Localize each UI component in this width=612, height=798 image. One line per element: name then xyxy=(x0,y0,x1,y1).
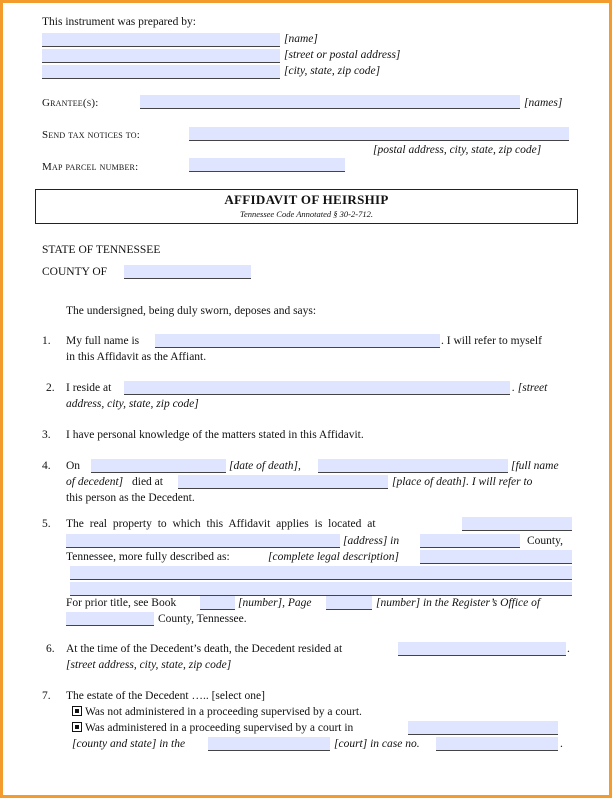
item-4-number: 4. xyxy=(42,460,51,472)
tax-notices-label: Send tax notices to: xyxy=(42,129,140,141)
item-5-reg: [number] in the Register’s Office of xyxy=(376,597,541,609)
item-1-text-b: . I will refer to myself xyxy=(441,335,542,347)
option-not-administered[interactable] xyxy=(72,706,362,718)
property-county-field[interactable] xyxy=(420,534,520,548)
property-location-field[interactable] xyxy=(462,517,572,531)
option-not-administered-label: Was not administered in a proceeding supervised by a court. xyxy=(85,706,362,718)
book-number-field[interactable] xyxy=(200,596,235,610)
item-4-full-hint: [full name xyxy=(511,460,559,472)
item-5-text: The real property to which this Affidavit applies is located at xyxy=(66,518,376,530)
intro-text: The undersigned, being duly sworn, deposes and says: xyxy=(66,305,317,317)
item-5-legal-hint: [complete legal description] xyxy=(268,551,399,563)
item-1-text-c: in this Affidavit as the Affiant. xyxy=(66,351,207,363)
item-5-addr-hint: [address] in xyxy=(343,535,400,547)
item-4-died: died at xyxy=(132,476,163,488)
tax-notices-hint: [postal address, city, state, zip code] xyxy=(373,144,542,156)
county-field[interactable] xyxy=(124,265,251,279)
document-subtitle: Tennessee Code Annotated § 30-2-712. xyxy=(240,209,373,219)
item-3-text: I have personal knowledge of the matters stated in this Affidavit. xyxy=(66,429,364,441)
item-5-tn: Tennessee, more fully described as: xyxy=(66,551,230,563)
page-number-field[interactable] xyxy=(326,596,372,610)
item-4-on: On xyxy=(66,460,81,472)
title-box xyxy=(35,189,578,224)
item-7-text: The estate of the Decedent ….. [select one] xyxy=(66,690,265,702)
case-number-field[interactable] xyxy=(436,737,558,751)
item-7-court-hint: [court] in case no. xyxy=(334,738,420,750)
option-administered-label: Was administered in a proceeding supervised by a court in xyxy=(85,722,354,734)
item-6-hint: [street address, city, state, zip code] xyxy=(66,659,232,671)
checkbox-icon[interactable] xyxy=(72,722,82,732)
item-6-text: At the time of the Decedent’s death, the Decedent resided at xyxy=(66,643,343,655)
prepared-city-hint: [city, state, zip code] xyxy=(284,65,381,77)
grantees-label: Grantee(s): xyxy=(42,97,99,109)
item-7-period: . xyxy=(560,738,563,750)
prepared-name-field[interactable] xyxy=(42,33,280,47)
legal-description-field-2[interactable] xyxy=(70,566,572,580)
checkbox-icon[interactable] xyxy=(72,706,82,716)
place-of-death-field[interactable] xyxy=(178,475,388,489)
residence-field[interactable] xyxy=(124,381,510,395)
option-administered[interactable] xyxy=(72,722,353,734)
document-title: AFFIDAVIT OF HEIRSHIP xyxy=(224,192,389,207)
court-name-field[interactable] xyxy=(208,737,330,751)
item-4-date-hint: [date of death], xyxy=(229,460,301,472)
item-4-of-hint: of decedent] xyxy=(66,476,124,488)
item-2-text: I reside at xyxy=(66,382,112,394)
prepared-address-field[interactable] xyxy=(42,49,280,63)
prepared-address-hint: [street or postal address] xyxy=(284,49,401,61)
tax-notices-field[interactable] xyxy=(189,127,569,141)
prepared-by-heading: This instrument was prepared by: xyxy=(42,16,196,28)
item-4-this: this person as the Decedent. xyxy=(66,492,195,504)
item-5-county-tn: County, Tennessee. xyxy=(158,613,247,625)
court-county-field[interactable] xyxy=(408,721,558,735)
item-2-hint-a: . [street xyxy=(512,382,548,394)
item-7-cs-hint: [county and state] in the xyxy=(72,738,186,750)
register-county-field[interactable] xyxy=(66,612,154,626)
item-5-number-hint: [number], Page xyxy=(238,597,312,609)
item-5-county: County, xyxy=(527,535,563,547)
county-label: COUNTY OF xyxy=(42,266,108,278)
item-4-place-hint: [place of death]. I will refer to xyxy=(392,476,533,488)
item-1-number: 1. xyxy=(42,335,51,347)
item-6-number: 6. xyxy=(46,643,55,655)
item-6-period: . xyxy=(567,643,570,655)
item-5-prior: For prior title, see Book xyxy=(66,597,177,609)
grantees-hint: [names] xyxy=(524,97,563,109)
legal-description-field-3[interactable] xyxy=(70,582,572,596)
full-name-field[interactable] xyxy=(155,334,440,348)
property-address-field[interactable] xyxy=(66,534,340,548)
item-7-number: 7. xyxy=(42,690,51,702)
item-2-hint-b: address, city, state, zip code] xyxy=(66,398,199,410)
legal-description-field-1[interactable] xyxy=(420,550,572,564)
decedent-residence-field[interactable] xyxy=(398,642,566,656)
item-3-number: 3. xyxy=(42,429,51,441)
prepared-name-hint: [name] xyxy=(284,33,318,45)
map-parcel-field[interactable] xyxy=(189,158,345,172)
grantees-field[interactable] xyxy=(140,95,520,109)
item-5-number: 5. xyxy=(42,518,51,530)
state-line: STATE OF TENNESSEE xyxy=(42,244,161,256)
date-of-death-field[interactable] xyxy=(91,459,226,473)
prepared-city-field[interactable] xyxy=(42,65,280,79)
item-1-text: My full name is xyxy=(66,335,140,347)
item-2-number: 2. xyxy=(46,382,55,394)
decedent-name-field[interactable] xyxy=(318,459,508,473)
map-parcel-label: Map parcel number: xyxy=(42,161,139,173)
